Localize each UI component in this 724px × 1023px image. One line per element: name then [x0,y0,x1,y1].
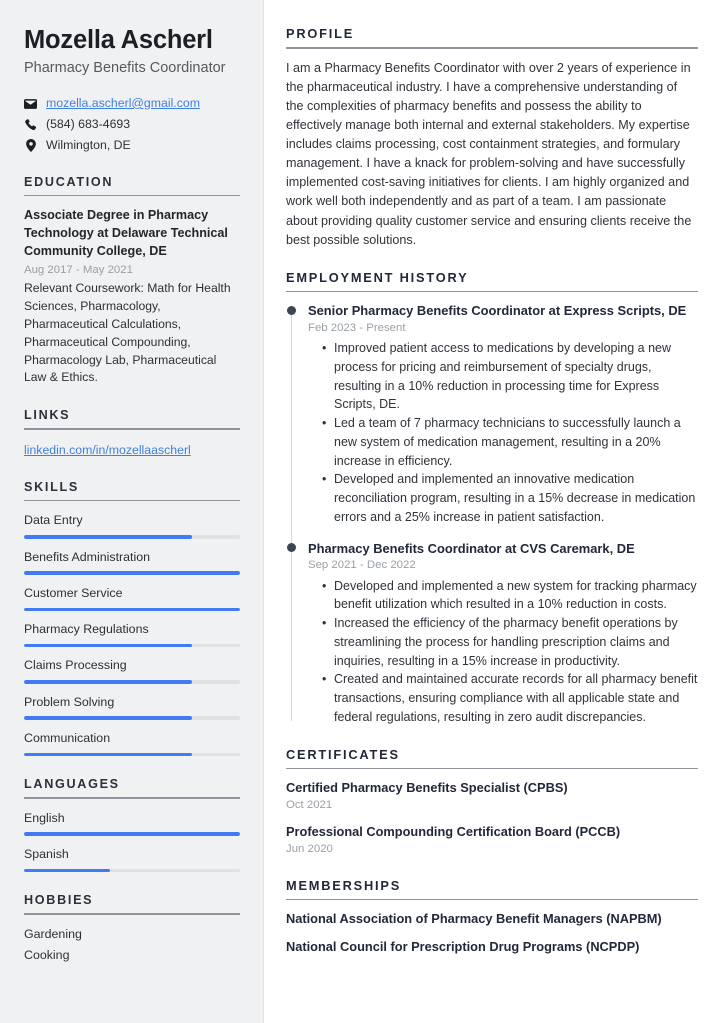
profile-heading: PROFILE [286,26,355,41]
job-bullet-list [308,339,698,527]
hobbies-heading: HOBBIES [24,893,94,908]
skill-level-track [24,716,240,720]
skill-item [24,621,240,647]
skill-label: Customer Service [24,585,123,600]
skill-label: Communication [24,730,111,745]
skill-item [24,585,240,611]
profile-rule [286,47,698,49]
job-bullet: • Led a team of 7 pharmacy technicians to successfully launch a new system of medication management, resulting in a 20% increase in efficiency. [334,414,698,470]
location-text: Wilmington, DE [46,137,131,152]
job-bullet-list [308,577,698,727]
membership-item: National Council for Prescription Drug Programs (NCPDP) [286,939,640,955]
skill-label: Pharmacy Regulations [24,622,149,637]
education-entry [24,207,240,387]
skill-level-fill [24,535,192,539]
section-employment-history [286,270,698,727]
skill-level-track [24,608,240,612]
certificates-list [286,779,698,858]
candidate-job-title: Pharmacy Benefits Coordinator [24,60,226,77]
contact-location-row [24,138,240,154]
email-link[interactable]: mozella.ascherl@gmail.com [46,95,200,110]
job-entry [308,302,698,526]
job-title: Senior Pharmacy Benefits Coordinator at Express Scripts, DE [308,303,687,319]
skill-label: Claims Processing [24,658,127,673]
skill-level-fill [24,608,240,612]
certificate-date: Jun 2020 [286,843,333,856]
education-rule [24,195,240,197]
skills-list [24,512,240,756]
timeline-dot-icon [287,306,296,315]
languages-rule [24,797,240,799]
language-level-fill [24,869,110,873]
job-bullet: • Developed and implemented an innovative medication reconciliation program, resulting in a 15% decrease in medication errors and a 25% increase in patient satisfaction. [334,470,698,526]
job-bullet: • Developed and implemented a new system for tracking pharmacy benefit utilization which resulted in a 10% reduction in costs. [334,577,698,615]
job-bullet: • Improved patient access to medications by developing a new process for pricing and reimbursement of specialty drugs, resulting in a 10% reduction in processing time for Express Scripts, DE. [334,339,698,414]
contact-phone-row [24,117,240,133]
phone-text: (584) 683-4693 [46,116,131,131]
language-level-track [24,869,240,873]
certificates-heading: CERTIFICATES [286,746,400,762]
section-certificates [286,747,698,858]
job-date: Sep 2021 - Dec 2022 [308,559,416,572]
employment-timeline [286,302,698,726]
links-rule [24,428,240,430]
certificate-item [286,823,698,857]
certificate-title: Certified Pharmacy Benefits Specialist (CPBS) [286,780,568,796]
skill-level-fill [24,644,192,648]
skill-level-track [24,571,240,575]
languages-list [24,810,240,872]
skill-level-track [24,753,240,757]
certificates-rule [286,768,698,770]
sidebar-divider [263,0,264,1023]
education-description: Relevant Coursework: Math for Health Sciences, Pharmacology, Pharmaceutical Calculations, Pharmaceutical Compounding, Pharmacology Lab, Pharmaceutical Law & Ethics. [24,281,231,385]
skill-label: Data Entry [24,513,83,528]
skill-level-track [24,644,240,648]
employment-rule [286,291,698,293]
section-links [24,408,240,459]
employment-heading: EMPLOYMENT HISTORY [286,269,469,285]
memberships-rule [286,899,698,901]
timeline-dot-icon [287,543,296,552]
languages-heading: LANGUAGES [24,777,120,792]
main-column [264,0,724,1023]
education-heading: EDUCATION [24,174,114,189]
section-languages [24,777,240,872]
skill-item [24,730,240,756]
hobby-item: Cooking [24,947,70,962]
section-education [24,175,240,387]
skills-rule [24,500,240,502]
skill-item [24,694,240,720]
candidate-name: Mozella Ascherl [24,26,213,54]
skill-item [24,512,240,538]
education-title: Associate Degree in Pharmacy Technology at Delaware Technical Community College, DE [24,208,228,259]
envelope-icon [24,99,37,109]
language-label: English [24,810,65,825]
certificate-title: Professional Compounding Certification Board (PCCB) [286,824,621,840]
skill-level-track [24,680,240,684]
skill-item [24,657,240,683]
skill-label: Benefits Administration [24,549,151,564]
skill-level-fill [24,716,192,720]
skill-level-fill [24,680,192,684]
hobbies-rule [24,913,240,915]
memberships-list [286,910,698,956]
education-date: Aug 2017 - May 2021 [24,264,133,276]
skill-level-track [24,535,240,539]
job-date: Feb 2023 - Present [308,321,406,334]
job-bullet: • Increased the efficiency of the pharmacy benefit operations by streamlining the process for handling prescription claims and inquiries, resulting in a 15% increase in productivity. [334,614,698,670]
jobs-list [308,302,698,726]
phone-icon [24,119,37,131]
hobbies-list [24,926,240,965]
membership-item: National Association of Pharmacy Benefit Managers (NAPBM) [286,911,662,927]
language-item [24,810,240,836]
contact-email-row [24,96,240,112]
job-bullet: • Created and maintained accurate records for all pharmacy benefit transactions, ensuring compliance with all applicable state and federal regulations, resulting in zero audit discrepancies. [334,670,698,726]
linkedin-link[interactable]: linkedin.com/in/mozellaascherl [24,442,191,457]
language-label: Spanish [24,846,69,861]
section-memberships [286,878,698,956]
links-heading: LINKS [24,408,71,423]
location-pin-icon [24,139,37,152]
section-hobbies [24,893,240,964]
section-skills [24,480,240,756]
language-level-track [24,832,240,836]
profile-text: I am a Pharmacy Benefits Coordinator with over 2 years of experience in the pharmaceutical industry. I have a comprehensive understanding of the complexities of pharmacy benefits and possess the ability to effectively manage both internal and external stakeholders. My expertise includes claims processing, cost containment strategies, and formulary management. I have a knack for problem-solving and have successfully implemented cost-saving initiatives for clients. I am highly organized and work well both independently and as part of a team. I am passionate about providing quality customer service and ensuring clients receive the best possible solutions. [286,60,692,247]
hobby-item: Gardening [24,926,82,941]
sidebar [0,0,264,1023]
skills-heading: SKILLS [24,479,79,494]
timeline-line [291,308,292,720]
contact-list [24,96,240,154]
job-title: Pharmacy Benefits Coordinator at CVS Caremark, DE [308,540,635,556]
skill-level-fill [24,753,192,757]
certificate-item [286,779,698,813]
certificate-date: Oct 2021 [286,798,333,811]
language-item [24,846,240,872]
memberships-heading: MEMBERSHIPS [286,877,402,893]
skill-label: Problem Solving [24,694,115,709]
resume-header [24,26,240,79]
skill-level-fill [24,571,240,575]
skill-item [24,549,240,575]
language-level-fill [24,832,240,836]
job-entry [308,540,698,727]
section-profile [286,26,698,250]
